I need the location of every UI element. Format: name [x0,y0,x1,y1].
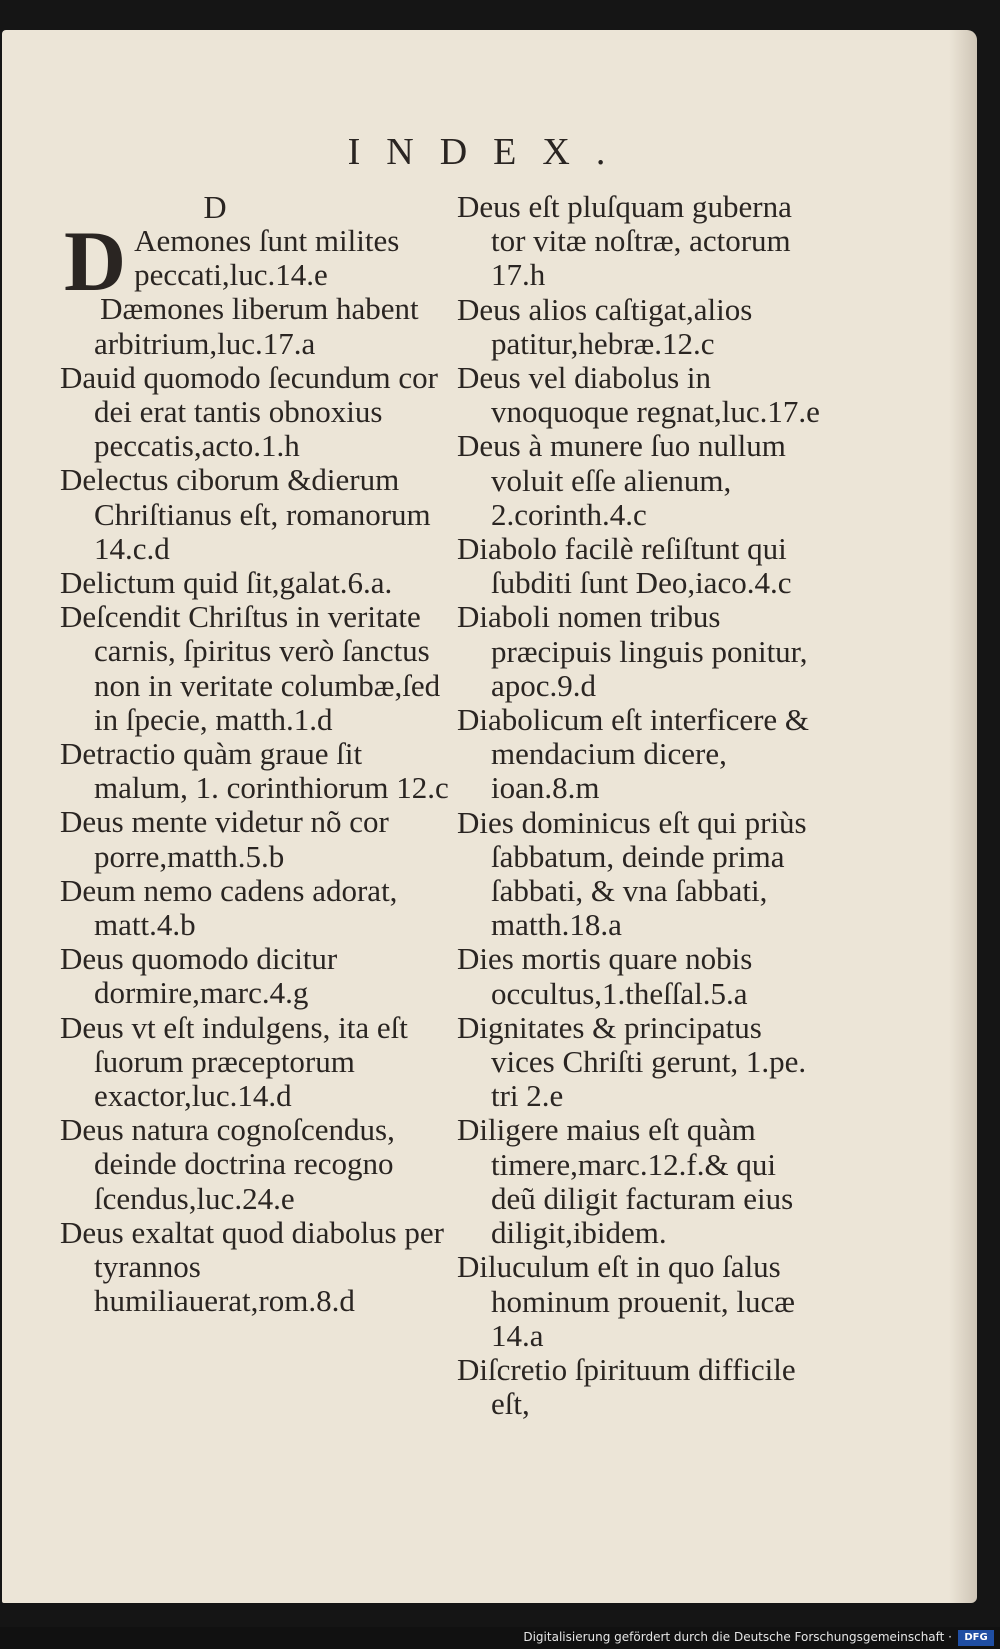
right-column [457,190,827,1421]
index-entry: Deus vt eſt indulgens, ita eſt ſuorum præceptorum exactor,luc.14.d [60,1009,408,1114]
index-entry: Diabolicum eſt interficere & mendacium dicere, ioan.8.m [457,702,810,806]
footer-credit: Digitalisierung gefördert durch die Deutsche Forschungsgemeinschaft · [523,1630,952,1644]
index-entry: Dies mortis quare nobis occultus,1.theſſal.5.a [457,941,753,1011]
page-edge-shadow [949,30,977,1603]
index-entry: Dignitates & principatus vices Chriſti gerunt, 1.pe. tri 2.e [457,1009,807,1114]
index-entry: Dæmones liberum habent arbitrium,luc.17.a [94,291,419,361]
index-entry: Deus à munere ſuo nullum voluit eſſe alienum, 2.corinth.4.c [457,428,786,532]
index-entry-text: Aemones ſunt milites peccati,luc.14.e [134,223,400,293]
index-entry: Deus mente videtur nõ cor porre,matth.5.b [60,804,389,874]
book-page [2,30,977,1603]
index-entry: Diſcretio ſpirituum difficile eſt, [457,1351,796,1422]
index-entry: Deus eſt pluſquam guberna tor vitæ noſtræ, actorum 17.h [457,189,792,293]
index-entry: Diluculum eſt in quo ſalus hominum prouenit, lucæ 14.a [457,1249,795,1353]
page-header: INDEX. [347,131,632,173]
footer-bar [0,1627,1000,1649]
index-entry: Detractio quàm graue ſit malum, 1. corinthiorum 12.c [60,736,449,806]
drop-cap: D [64,213,127,309]
left-column [60,190,450,1319]
index-entry: Deſcendit Chriſtus in veritate carnis, ſpiritus verò ſanctus non in veritate columbæ,ſed in ſpecie, matth.1.d [60,599,441,737]
index-entry: Deum nemo cadens adorat, matt.4.b [60,872,398,943]
index-entry: Delictum quid ſit,galat.6.a. [60,565,393,601]
index-entry: Deus exaltat quod diabolus per tyrannos humiliauerat,rom.8.d [60,1214,444,1319]
index-entry: Delectus ciborum &dierum Chriſtianus eſt, romanorum 14.c.d [60,462,431,566]
index-entry-first [60,213,450,309]
index-entry: Dauid quomodo ſecundum cor dei erat tantis obnoxius peccatis,acto.1.h [60,359,438,464]
index-entry: Diaboli nomen tribus præcipuis linguis ponitur, apoc.9.d [457,599,808,703]
index-entry: Diligere maius eſt quàm timere,marc.12.f.& qui deũ diligit facturam eius diligit,ibidem. [457,1112,794,1251]
index-entry: Deus natura cognoſcendus, deinde doctrina recogno ſcendus,luc.24.e [60,1112,395,1216]
dfg-logo: DFG [958,1630,994,1646]
index-entry: Diabolo facilè reſiſtunt qui ſubditi ſunt Deo,iaco.4.c [457,531,792,601]
index-entry: Deus vel diabolus in vnoquoque regnat,luc.17.e [457,360,820,430]
section-letter: D [203,189,227,225]
index-entry: Dies dominicus eſt qui priùs ſabbatum, deinde prima ſabbati, & vna ſabbati, matth.18.a [457,804,807,943]
index-entry: Deus alios caſtigat,alios patitur,hebræ.12.c [457,291,753,361]
index-entry: Deus quomodo dicitur dormire,marc.4.g [60,941,338,1011]
